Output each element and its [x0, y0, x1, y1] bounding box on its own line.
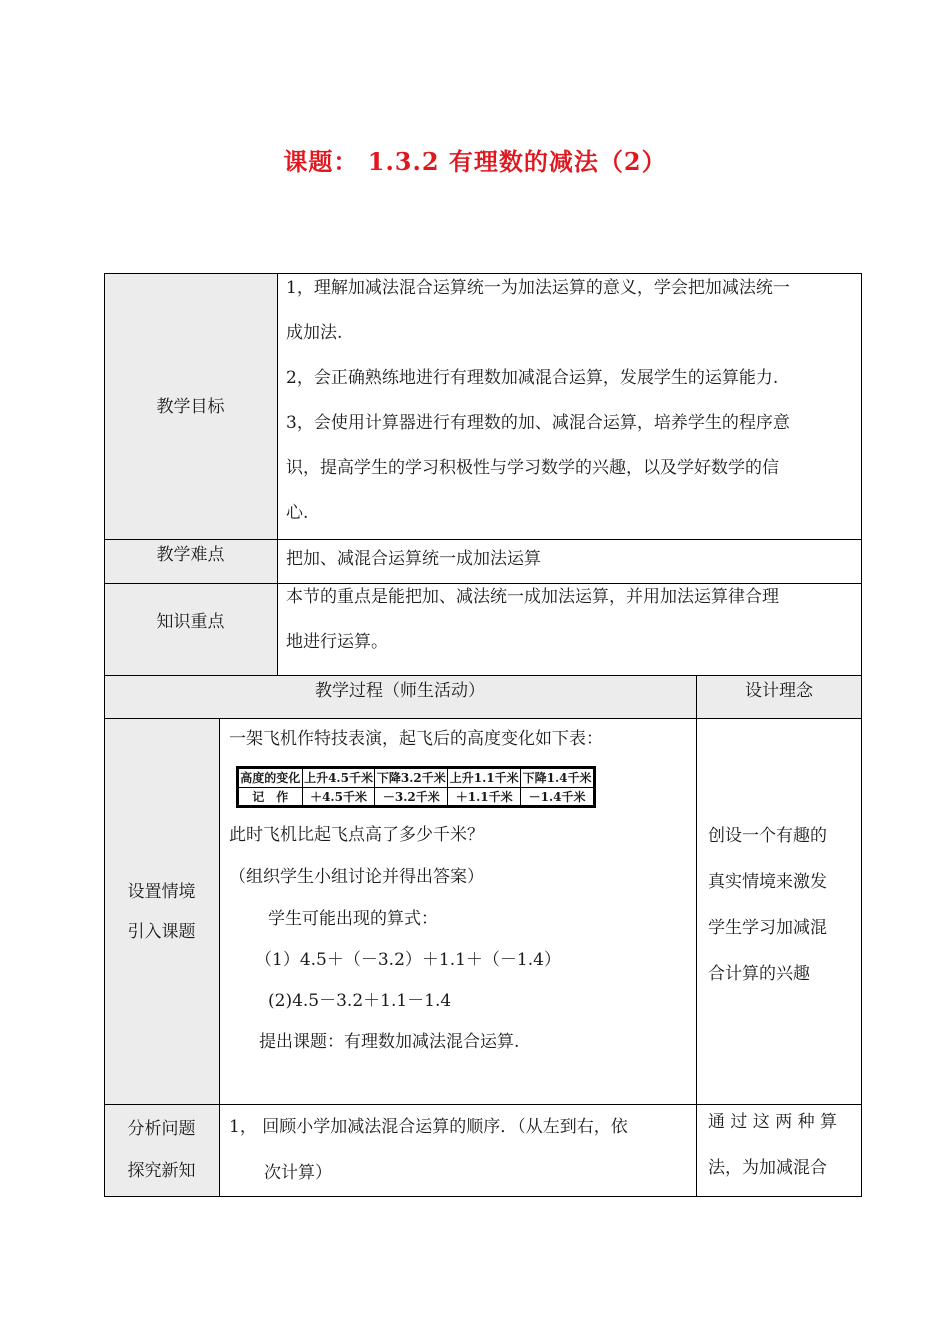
key-points-text	[286, 575, 856, 665]
design-line: 真实情境来激发	[708, 872, 827, 892]
objectives-line: 3，会使用计算器进行有理数的加、减混合运算，培养学生的程序意	[286, 413, 790, 433]
review-step-line: 次计算）	[264, 1163, 332, 1183]
scenario-question: 此时飞机比起飞点高了多少千米？	[229, 825, 484, 845]
objectives-line: 识，提高学生的学习积极性与学习数学的兴趣，以及学好数学的信	[286, 458, 779, 478]
altitude-value-cell: ＋1.1千米	[448, 787, 521, 806]
row-divider	[104, 539, 862, 540]
process-header: 教学过程（师生活动）	[315, 681, 485, 701]
altitude-value-cell: ＋4.5千米	[302, 787, 375, 806]
key-points-line: 地进行运算。	[286, 632, 388, 652]
key-points-line: 本节的重点是能把加、减法统一成加法运算，并用加法运算律合理	[286, 587, 779, 607]
design-line: 学生学习加减混	[708, 918, 827, 938]
section2-design	[708, 1099, 858, 1191]
section1-label-line: 设置情境	[127, 882, 196, 902]
scenario-note: （组织学生小组讨论并得出答案）	[229, 867, 484, 887]
row-divider	[104, 675, 862, 676]
design-line: 通 过 这 两 种 算	[708, 1112, 838, 1132]
section2-label-line: 探究新知	[127, 1161, 196, 1181]
formula-2: (2)4.5－3.2＋1.1－1.4	[268, 991, 452, 1011]
section1-design	[708, 813, 858, 997]
design-line: 创设一个有趣的	[708, 826, 827, 846]
difficulty-label: 教学难点	[156, 545, 225, 565]
key-points-label: 知识重点	[156, 612, 225, 632]
objectives-label: 教学目标	[156, 397, 225, 417]
objectives-line: 成加法.	[286, 323, 343, 343]
review-step-line: 1， 回顾小学加减法混合运算的顺序．（从左到右，依	[229, 1117, 628, 1137]
design-line: 合计算的兴趣	[708, 964, 810, 984]
altitude-header-cell: 上升4.5千米	[302, 769, 375, 788]
column-divider	[219, 718, 220, 1197]
column-divider	[277, 273, 278, 675]
section2-label	[104, 1108, 219, 1192]
altitude-header-cell: 高度的变化	[239, 769, 303, 788]
row-divider	[104, 718, 862, 719]
section1-label	[104, 872, 219, 952]
objectives-text	[286, 266, 856, 536]
page-title: 课题： 1.3.2 有理数的减法（2）	[283, 147, 667, 176]
objectives-line: 心.	[286, 503, 309, 523]
objectives-line: 1，理解加减法混合运算统一为加法运算的意义，学会把加减法统一	[286, 278, 790, 298]
possible-formulas-heading: 学生可能出现的算式：	[268, 909, 438, 929]
altitude-header-cell: 下降3.2千米	[375, 769, 448, 788]
lesson-topic: 提出课题：有理数加减法混合运算.	[259, 1032, 520, 1052]
altitude-value-cell: 记 作	[239, 787, 303, 806]
design-line: 法，为加减混合	[708, 1158, 827, 1178]
formula-1: （1）4.5＋（－3.2）＋1.1＋（－1.4）	[255, 950, 561, 970]
altitude-header-cell: 上升1.1千米	[448, 769, 521, 788]
altitude-table	[236, 766, 596, 808]
altitude-value-cell: －1.4千米	[521, 787, 594, 806]
altitude-header-cell: 下降1.4千米	[521, 769, 594, 788]
objectives-line: 2，会正确熟练地进行有理数加减混合运算，发展学生的运算能力.	[286, 368, 779, 388]
scenario-intro: 一架飞机作特技表演，起飞后的高度变化如下表：	[229, 729, 603, 749]
section1-label-line: 引入课题	[127, 922, 196, 942]
column-divider	[696, 675, 697, 1197]
difficulty-text: 把加、减混合运算统一成加法运算	[286, 549, 541, 569]
design-header: 设计理念	[745, 681, 813, 701]
altitude-value-cell: －3.2千米	[375, 787, 448, 806]
section2-label-line: 分析问题	[127, 1119, 196, 1139]
